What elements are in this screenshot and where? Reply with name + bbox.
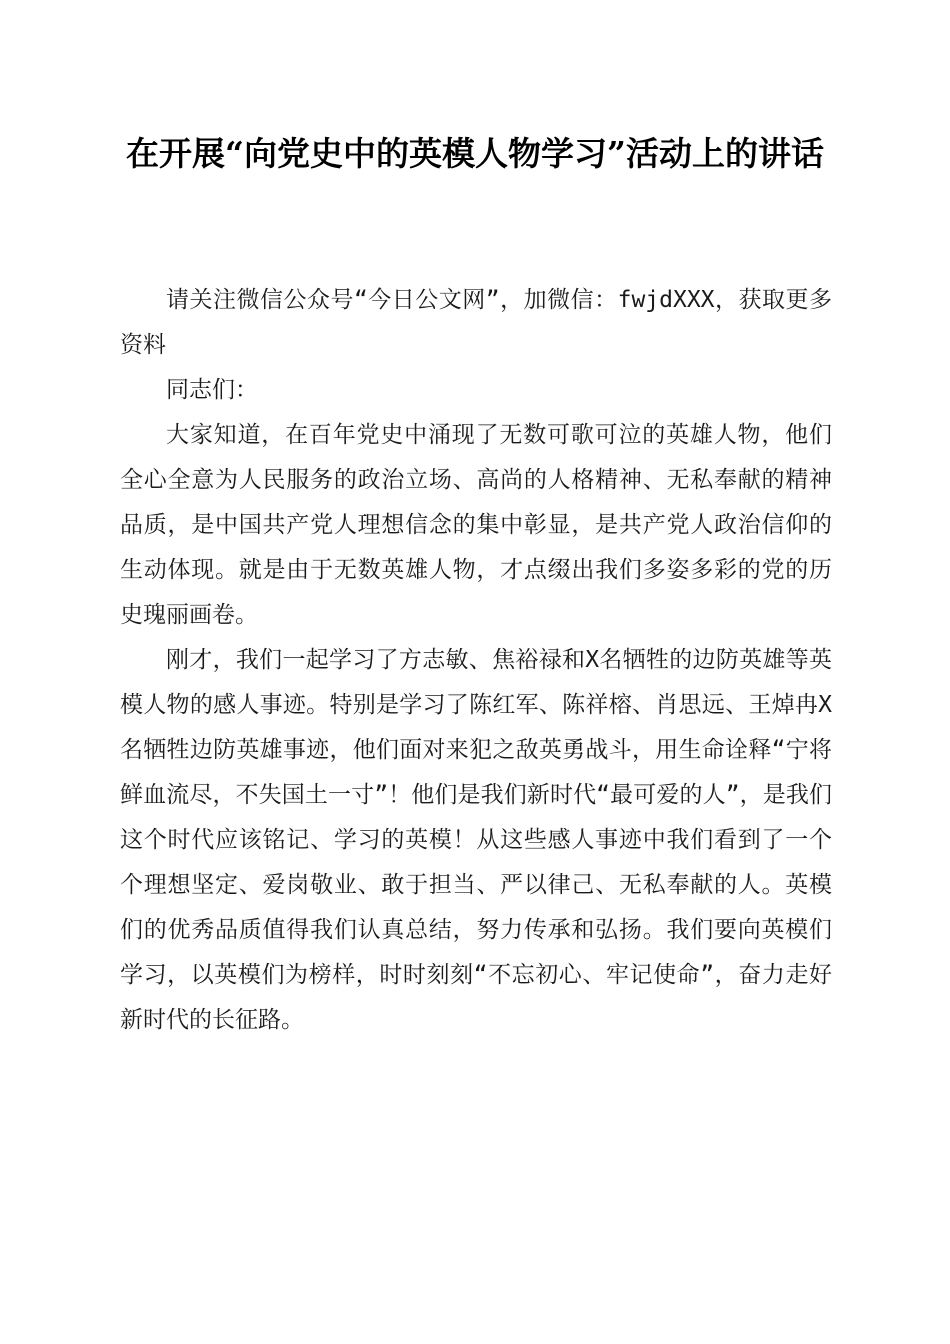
wechat-notice-paragraph: 请关注微信公众号“今日公文网”，加微信：fwjdXXX，获取更多资料 [120,287,832,358]
body-paragraph: 大家知道，在百年党史中涌现了无数可歌可泣的英雄人物，他们全心全意为人民服务的政治立场、高尚的人格精神、无私奉献的精神品质，是中国共产党人理想信念的集中彰显，是共产党人政治信仰的生动体现。就是由于无数英雄人物，才点缀出我们多姿多彩的党的历史瑰丽画卷。 [120,422,832,628]
document-title: 在开展“向党史中的英模人物学习”活动上的讲话 [126,134,824,173]
body-paragraph: 刚才，我们一起学习了方志敏、焦裕禄和X名牺牲的边防英雄等英模人物的感人事迹。特别是学习了陈红军、陈祥榕、肖思远、王焯冉X名牺牲边防英雄事迹，他们面对来犯之敌英勇战斗，用生命诠释“宁将鲜血流尽，不失国土一寸”！他们是我们新时代“最可爱的人”，是我们这个时代应该铭记、学习的英模！从这些感人事迹中我们看到了一个个理想坚定、爱岗敬业、敢于担当、严以律己、无私奉献的人。英模们的优秀品质值得我们认真总结，努力传承和弘扬。我们要向英模们学习，以英模们为榜样，时时刻刻“不忘初心、牢记使命”，奋力走好新时代的长征路。 [120,647,832,1033]
document-body [120,278,832,1043]
salutation-paragraph: 同志们： [166,377,258,403]
